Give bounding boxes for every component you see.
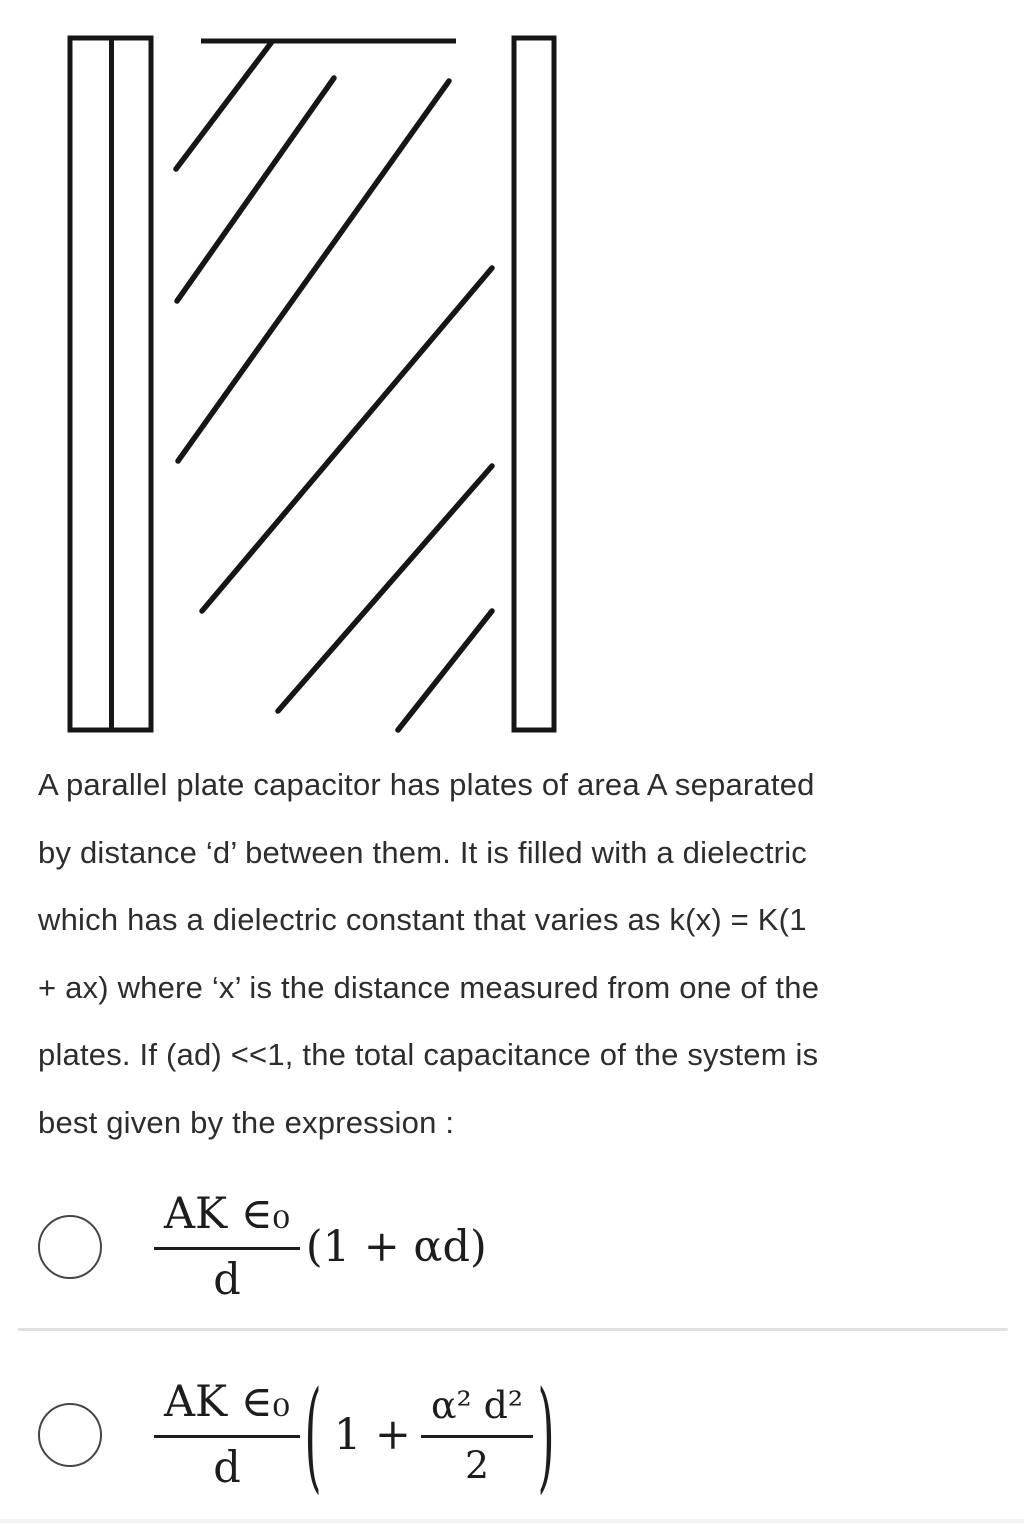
radio-button-icon[interactable] [38,1403,102,1467]
right-plate [514,38,554,730]
dielectric-hatching [176,43,492,730]
question-line: best given by the expression : [38,1104,455,1140]
fraction [154,1189,300,1305]
question-text [38,751,998,1156]
option-1-formula [154,1189,487,1305]
open-paren: ( [304,1364,322,1505]
question-line: A parallel plate capacitor has plates of area A separated [38,767,815,802]
question-line: + ax) where ‘x’ is the distance measured from one of the [38,969,820,1005]
radio-button-icon[interactable] [38,1215,102,1279]
question-line: by distance ‘d’ between them. It is filled with a dielectric [38,834,807,870]
close-paren: ) [537,1364,555,1505]
inner-fraction-denominator: 2 [464,1442,490,1487]
capacitor-diagram [0,0,620,750]
formula-inner-lead: 1 + [333,1409,411,1460]
fraction-denominator: d [213,1442,241,1493]
option-divider [18,1328,1008,1331]
question-line: which has a dielectric constant that varies as k(x) = K(1 [38,902,807,937]
inner-fraction-numerator: α² d² [421,1383,533,1438]
fraction-numerator: AK ∈₀ [154,1189,300,1250]
fraction [154,1377,300,1493]
formula-tail: (1 + αd) [305,1222,487,1272]
answer-option-2[interactable] [38,1364,559,1505]
answer-option-1[interactable] [38,1189,487,1305]
fraction-numerator: AK ∈₀ [154,1377,300,1438]
question-line: plates. If (ad) <<1, the total capacitance of the system is [38,1037,819,1072]
bottom-divider [0,1519,1024,1523]
fraction-denominator: d [213,1255,241,1305]
option-2-formula [154,1364,559,1505]
inner-fraction [421,1383,533,1487]
